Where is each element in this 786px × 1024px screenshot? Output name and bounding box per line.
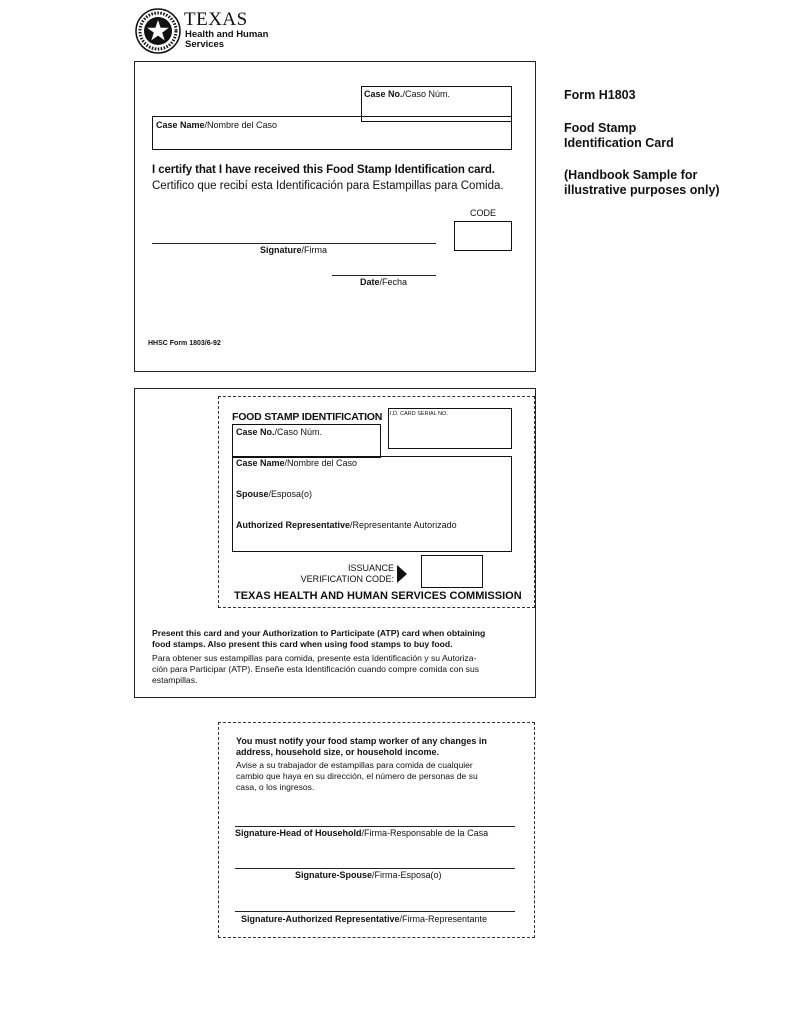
- certify-text-es: Certifico que recibí esta Identificación para Estampillas para Comida.: [152, 180, 504, 192]
- issuance-code-field[interactable]: [421, 555, 483, 588]
- notify-es-line1: Avise a su trabajador de estampillas para comida de cualquier: [236, 760, 473, 770]
- issuance-label-line1: ISSUANCE: [347, 563, 394, 573]
- sig-rep-label: Signature-Authorized Representative/Firma-Representante: [241, 914, 488, 924]
- serial-no-label: I.D. CARD SERIAL NO.: [390, 411, 448, 417]
- sig-spouse-line[interactable]: [235, 868, 515, 869]
- notify-es-line2: cambio que haya en su dirección, el número de personas de su: [236, 771, 478, 781]
- logo-subtitle-line2: Services: [185, 39, 225, 50]
- signature-label: Signature/Firma: [260, 245, 328, 255]
- form-name-line2: Identification Card: [564, 136, 674, 150]
- logo-subtitle: [185, 30, 268, 50]
- id-case-no-label: Case No./Caso Núm.: [236, 427, 323, 437]
- certify-text-en: I certify that I have received this Food Stamp Identification card.: [152, 164, 495, 176]
- handbook-note-line2: illustrative purposes only): [564, 183, 720, 197]
- texas-seal-logo: [135, 8, 181, 54]
- logo-subtitle-line1: Health and Human: [185, 29, 269, 40]
- present-en-line1: Present this card and your Authorization to Participate (ATP) card when obtaining: [152, 628, 486, 638]
- sig-spouse-label: Signature-Spouse/Firma-Esposa(o): [295, 870, 442, 880]
- logo-title: TEXAS: [184, 9, 248, 30]
- sig-head-label: Signature-Head of Household/Firma-Responsable de la Casa: [235, 828, 489, 838]
- code-label: CODE: [470, 208, 497, 218]
- handbook-note-line1: (Handbook Sample for: [564, 168, 698, 182]
- notify-es-line3: casa, o los ingresos.: [236, 782, 315, 792]
- notify-en-line1: You must notify your food stamp worker of any changes in: [236, 736, 487, 746]
- date-line[interactable]: [332, 275, 436, 276]
- present-instructions-en: [152, 628, 485, 650]
- case-name-label: Case Name/Nombre del Caso: [156, 120, 278, 130]
- present-en-line2: food stamps. Also present this card when using food stamps to buy food.: [152, 639, 453, 649]
- case-no-label: Case No./Caso Núm.: [364, 89, 451, 99]
- form-name: [564, 121, 674, 151]
- commission-title: TEXAS HEALTH AND HUMAN SERVICES COMMISSION: [234, 590, 522, 602]
- present-es-line1: Para obtener sus estampillas para comida, presente esta Identificación y su Autoriza-: [152, 653, 477, 663]
- form-number: Form H1803: [564, 88, 636, 102]
- notify-text-en: [236, 736, 487, 758]
- handbook-note: [564, 168, 720, 198]
- issuance-label-line2: VERIFICATION CODE:: [300, 574, 394, 584]
- sig-rep-line[interactable]: [235, 911, 515, 912]
- id-spouse-label: Spouse/Esposa(o): [236, 489, 313, 499]
- form-name-line1: Food Stamp: [564, 121, 637, 135]
- issuance-code-label: [290, 563, 394, 585]
- id-case-name-label: Case Name/Nombre del Caso: [236, 458, 358, 468]
- notify-text-es: [236, 760, 478, 793]
- arrow-right-icon: [397, 565, 407, 588]
- id-auth-rep-label: Authorized Representative/Representante Autorizado: [236, 520, 457, 530]
- signature-line[interactable]: [152, 243, 436, 244]
- date-label: Date/Fecha: [360, 277, 408, 287]
- notify-en-line2: address, household size, or household income.: [236, 747, 440, 757]
- id-names-field[interactable]: [232, 456, 512, 552]
- present-es-line3: estampillas.: [152, 675, 198, 685]
- present-es-line2: ción para Participar (ATP). Enseñe esta Identificación cuando compre comida con sus: [152, 664, 480, 674]
- code-field[interactable]: [454, 221, 512, 251]
- sig-head-line[interactable]: [235, 826, 515, 827]
- id-card-title: FOOD STAMP IDENTIFICATION: [232, 411, 383, 423]
- form-id: HHSC Form 1803/6-92: [148, 340, 221, 347]
- present-instructions-es: [152, 653, 479, 686]
